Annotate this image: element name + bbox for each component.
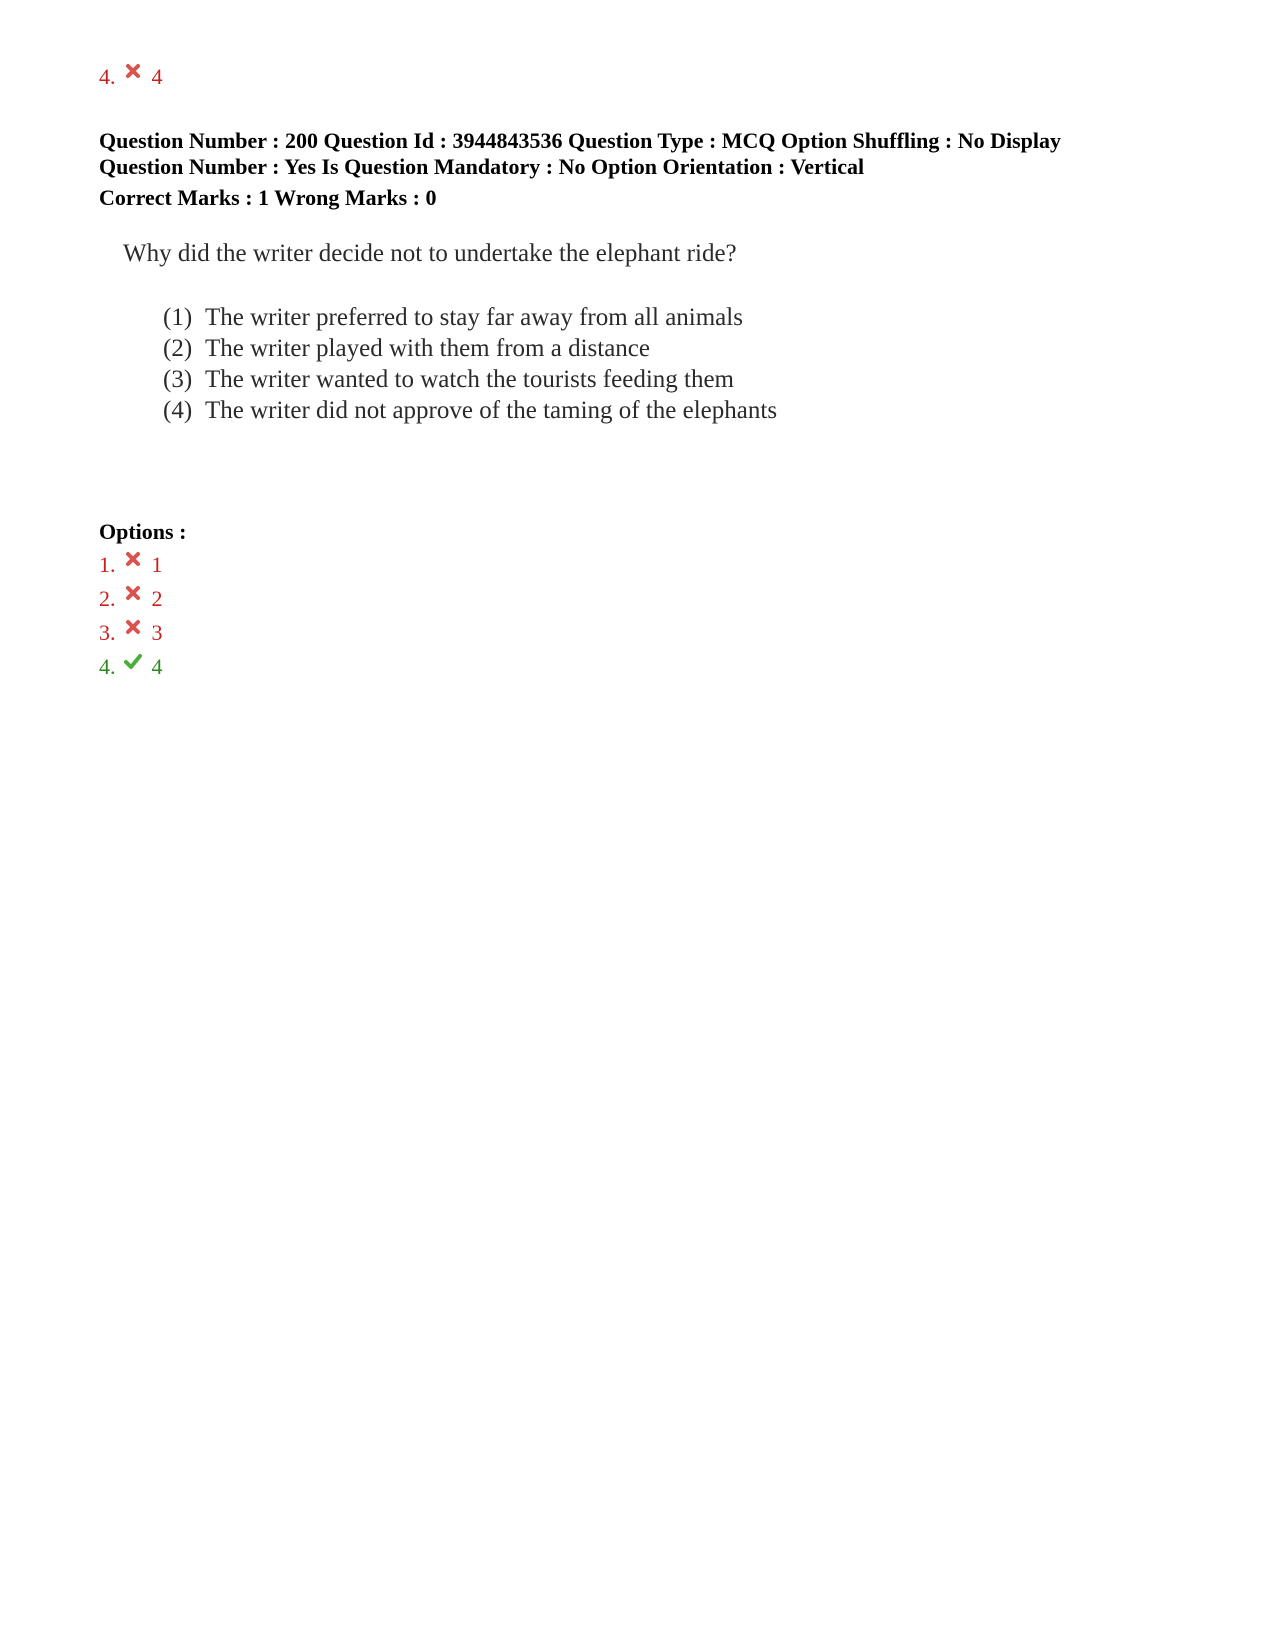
option-value: 4 xyxy=(151,64,163,89)
option-number: 2. xyxy=(99,586,116,611)
meta-line-2: Question Number : Yes Is Question Mandatory : No Option Orientation : Vertical xyxy=(99,154,865,179)
choice-text: The writer preferred to stay far away from all animals xyxy=(205,304,743,331)
prev-option-4 xyxy=(99,64,163,90)
choice-text: The writer did not approve of the taming of the elephants xyxy=(205,397,778,424)
option-number: 3. xyxy=(99,620,116,645)
cross-icon xyxy=(124,584,142,602)
choice-number: (1) xyxy=(163,304,193,331)
option-3 xyxy=(99,620,163,646)
choice-text: The writer wanted to watch the tourists feeding them xyxy=(205,366,735,393)
question-text: Why did the writer decide not to undertake the elephant ride? xyxy=(123,240,737,267)
choice-item xyxy=(163,395,777,426)
option-number: 4. xyxy=(99,64,116,89)
option-2 xyxy=(99,586,163,612)
choice-number: (4) xyxy=(163,397,193,424)
choice-item xyxy=(163,364,777,395)
question-metadata xyxy=(99,128,1061,211)
choice-number: (3) xyxy=(163,366,193,393)
cross-icon xyxy=(124,62,142,80)
marks-line: Correct Marks : 1 Wrong Marks : 0 xyxy=(99,185,437,210)
option-number: 4. xyxy=(99,654,116,679)
question-image xyxy=(99,230,859,440)
option-value: 2 xyxy=(151,586,163,611)
cross-icon xyxy=(124,618,142,636)
option-value: 4 xyxy=(151,654,163,679)
option-4 xyxy=(99,654,163,680)
meta-line-1: Question Number : 200 Question Id : 3944843536 Question Type : MCQ Option Shuffling : No Display xyxy=(99,128,1062,153)
cross-icon xyxy=(124,550,142,568)
options-label: Options : xyxy=(99,519,187,544)
question-choices xyxy=(163,302,777,426)
check-icon xyxy=(124,652,142,670)
choice-item xyxy=(163,333,777,364)
option-value: 3 xyxy=(151,620,163,645)
choice-number: (2) xyxy=(163,335,193,362)
option-1 xyxy=(99,552,163,578)
choice-item xyxy=(163,302,777,333)
option-number: 1. xyxy=(99,552,116,577)
choice-text: The writer played with them from a distance xyxy=(205,335,650,362)
option-value: 1 xyxy=(151,552,163,577)
